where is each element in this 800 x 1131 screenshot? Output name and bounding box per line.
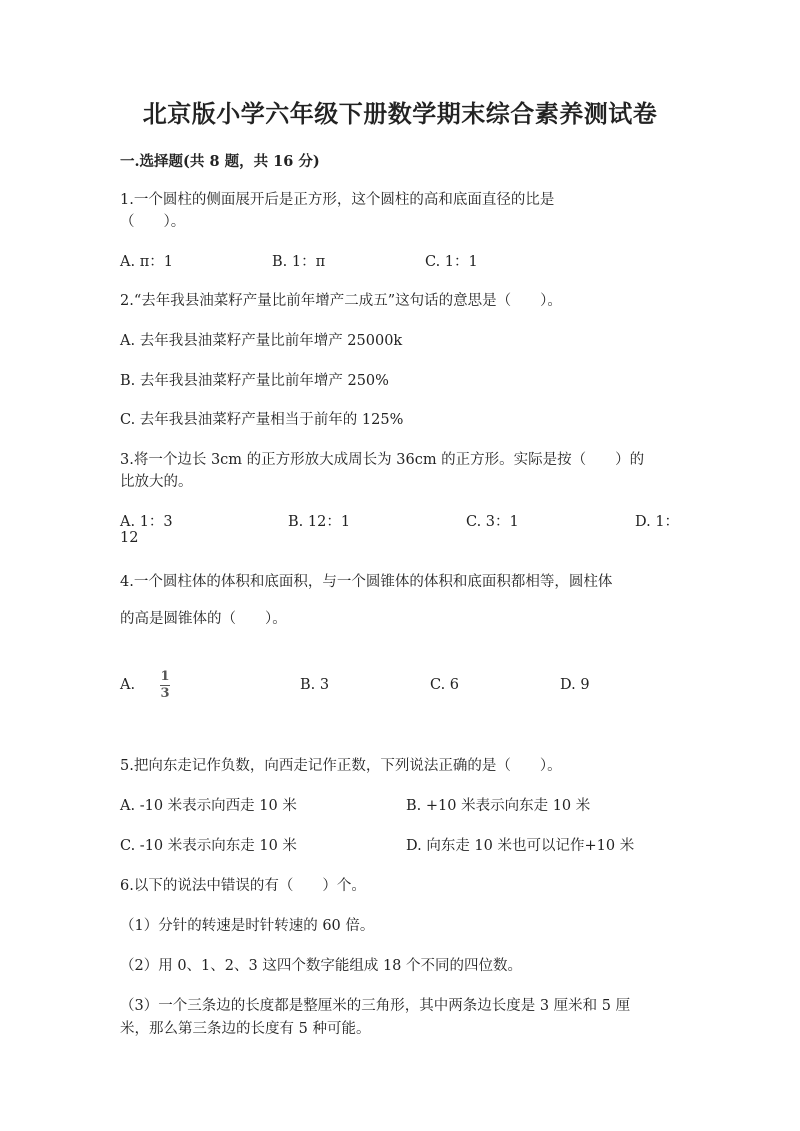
fraction-denominator: 3 — [160, 686, 170, 701]
fraction-numerator: 1 — [160, 669, 170, 684]
question-6-text: 6.以下的说法中错误的有（ ）个。 — [120, 878, 366, 894]
q1-option-a[interactable]: A. π：1 — [120, 254, 173, 270]
section-heading: 一.选择题(共 8 题，共 16 分) — [120, 153, 320, 170]
q6-statement-3: （3）一个三条边的长度都是整厘米的三角形，其中两条边长度是 3 厘米和 5 厘 — [120, 998, 631, 1014]
q2-option-c[interactable]: C. 去年我县油菜籽产量相当于前年的 125% — [120, 412, 404, 428]
q4-option-b[interactable]: B. 3 — [300, 677, 330, 693]
q5-option-c[interactable]: C. -10 米表示向东走 10 米 — [120, 838, 297, 854]
q3-option-b[interactable]: B. 12：1 — [288, 514, 351, 530]
q3-option-a[interactable]: A. 1：3 — [120, 514, 173, 530]
q2-option-b[interactable]: B. 去年我县油菜籽产量比前年增产 250% — [120, 373, 389, 389]
q6-statement-1: （1）分针的转速是时针转速的 60 倍。 — [120, 918, 375, 934]
q3-option-d-cont: 12 — [120, 530, 139, 546]
q2-option-a[interactable]: A. 去年我县油菜籽产量比前年增产 25000k — [120, 333, 403, 349]
q1-option-c[interactable]: C. 1：1 — [425, 254, 478, 270]
question-1-text-cont: （ ）。 — [120, 214, 186, 230]
q6-statement-3-cont: 米，那么第三条边的长度有 5 种可能。 — [120, 1021, 371, 1037]
q4-option-a[interactable]: A. — [120, 677, 136, 693]
question-4-text-cont: 的高是圆锥体的（ ）。 — [120, 611, 287, 627]
q4-option-a-fraction — [160, 670, 170, 701]
question-5-text: 5.把向东走记作负数，向西走记作正数，下列说法正确的是（ ）。 — [120, 758, 562, 774]
q3-option-c[interactable]: C. 3：1 — [466, 514, 519, 530]
page-title: 北京版小学六年级下册数学期末综合素养测试卷 — [142, 99, 658, 128]
question-2-text: 2.“去年我县油菜籽产量比前年增产二成五”这句话的意思是（ ）。 — [120, 293, 562, 309]
q1-option-b[interactable]: B. 1：π — [272, 254, 326, 270]
q5-option-d[interactable]: D. 向东走 10 米也可以记作+10 米 — [406, 838, 635, 854]
q6-statement-2: （2）用 0、1、2、3 这四个数字能组成 18 个不同的四位数。 — [120, 958, 523, 974]
question-4-text: 4.一个圆柱体的体积和底面积，与一个圆锥体的体积和底面积都相等，圆柱体 — [120, 574, 613, 590]
q5-option-b[interactable]: B. +10 米表示向东走 10 米 — [406, 798, 591, 814]
q5-option-a[interactable]: A. -10 米表示向西走 10 米 — [120, 798, 297, 814]
question-3-text: 3.将一个边长 3cm 的正方形放大成周长为 36cm 的正方形。实际是按（ ）的 — [120, 452, 645, 468]
question-1-text: 1.一个圆柱的侧面展开后是正方形，这个圆柱的高和底面直径的比是 — [120, 192, 555, 208]
question-3-text-cont: 比放大的。 — [120, 474, 193, 490]
q4-option-d[interactable]: D. 9 — [560, 677, 590, 693]
q4-option-c[interactable]: C. 6 — [430, 677, 460, 693]
q3-option-d[interactable]: D. 1： — [635, 514, 680, 530]
